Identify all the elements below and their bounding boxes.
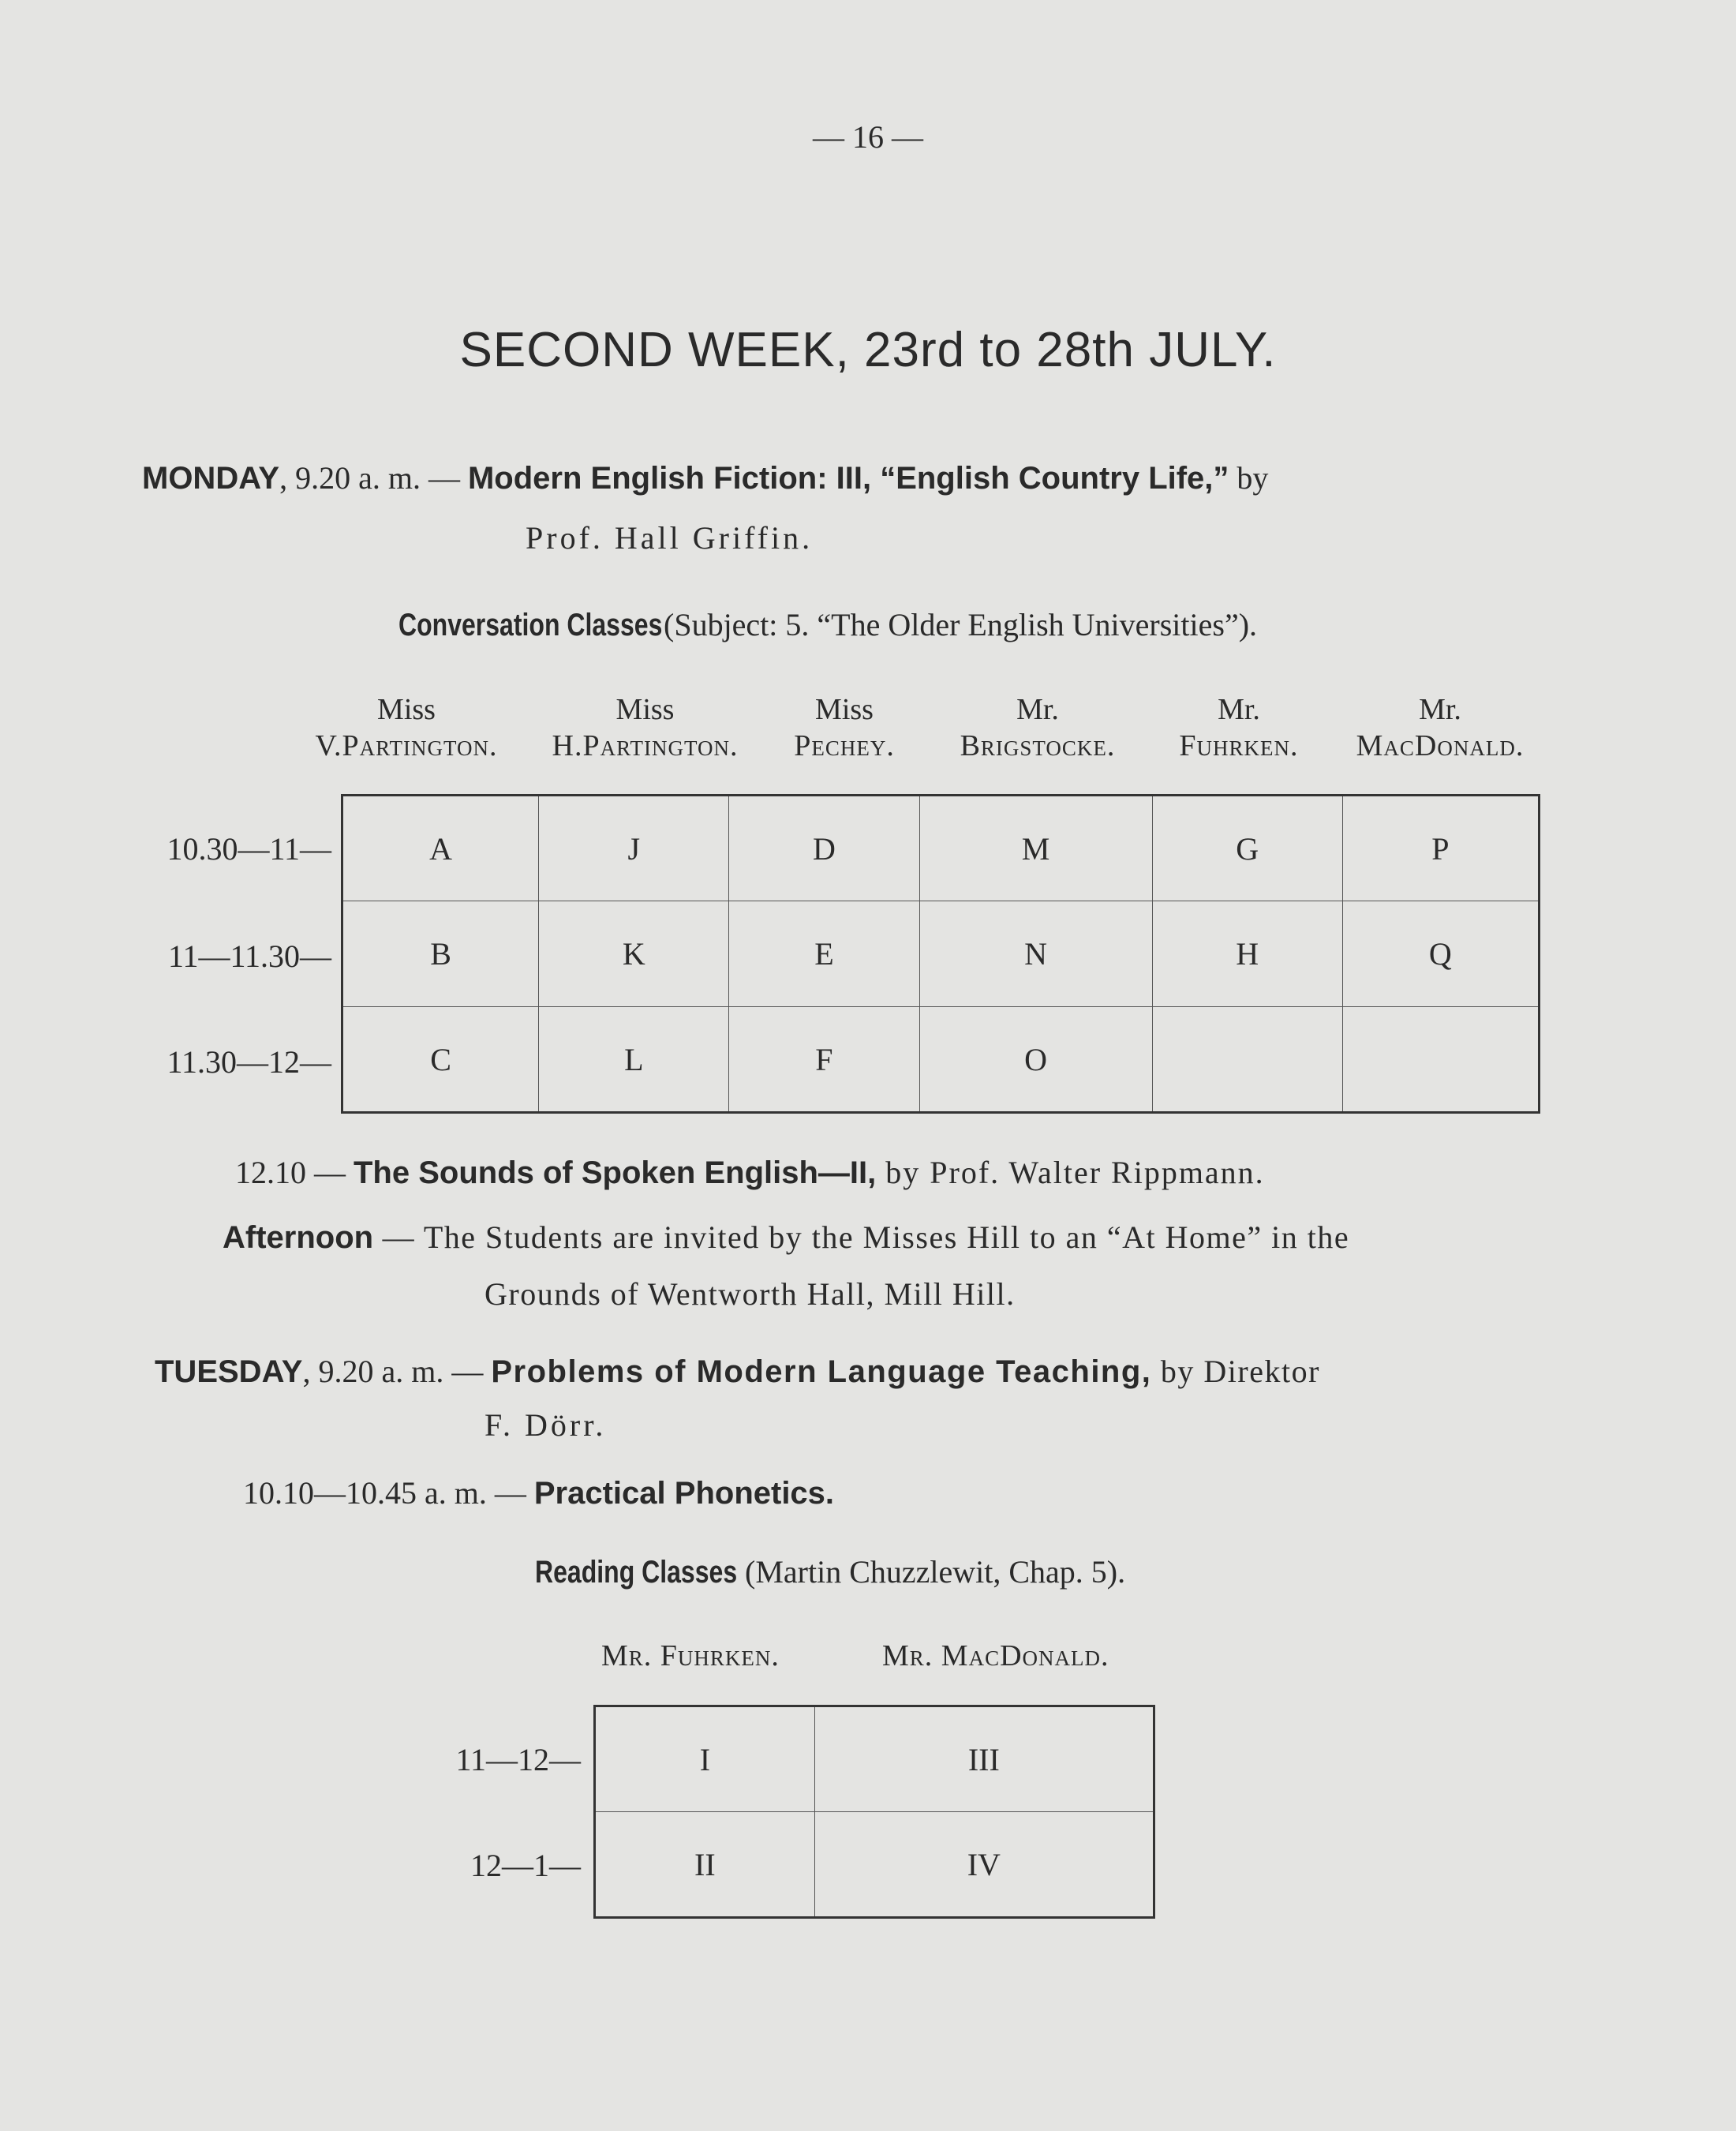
table-cell: C bbox=[342, 1007, 539, 1113]
teacher-title: Miss bbox=[615, 693, 675, 726]
monday-time: , 9.20 a. m. — bbox=[279, 460, 468, 496]
table-cell: M bbox=[919, 796, 1152, 901]
table-cell bbox=[1342, 1007, 1539, 1113]
table-row bbox=[595, 1706, 1154, 1812]
table-cell: K bbox=[539, 901, 729, 1007]
time-slot-label: 11—12— bbox=[455, 1742, 581, 1777]
teacher-title: Mr. bbox=[1218, 693, 1260, 726]
teacher-column-header bbox=[1156, 691, 1322, 764]
teacher-title: Miss bbox=[377, 693, 436, 726]
sounds-time: 12.10 — bbox=[235, 1155, 354, 1190]
table-cell: A bbox=[342, 796, 539, 901]
table-cell: P bbox=[1342, 796, 1539, 901]
sounds-by: by Prof. Walter Rippmann. bbox=[876, 1155, 1265, 1190]
phonetics-time: 10.10—10.45 a. m. — bbox=[243, 1475, 534, 1511]
tuesday-day: TUESDAY bbox=[155, 1354, 303, 1389]
table-cell: Q bbox=[1342, 901, 1539, 1007]
table-row bbox=[342, 901, 1540, 1007]
teacher-column-header bbox=[931, 691, 1144, 764]
teacher-column-header bbox=[758, 691, 931, 764]
table-cell: IV bbox=[814, 1812, 1154, 1918]
teacher-column-header bbox=[505, 691, 785, 764]
conversation-heading bbox=[398, 606, 1257, 643]
table-cell bbox=[1152, 1007, 1342, 1113]
afternoon-text-continued: Grounds of Wentworth Hall, Mill Hill. bbox=[485, 1276, 1016, 1312]
table-cell: D bbox=[729, 796, 919, 901]
monday-lecturer: Prof. Hall Griffin. bbox=[526, 520, 814, 556]
monday-lecture-title: Modern English Fiction: III, “English Country Life,” bbox=[467, 461, 1229, 496]
table-row bbox=[595, 1812, 1154, 1918]
teacher-title: Miss bbox=[815, 693, 874, 726]
reading-subject: (Martin Chuzzlewit, Chap. 5). bbox=[737, 1554, 1126, 1590]
table-cell: B bbox=[342, 901, 539, 1007]
table-cell: O bbox=[919, 1007, 1152, 1113]
afternoon-label: Afternoon bbox=[223, 1220, 374, 1255]
table-cell: I bbox=[595, 1706, 815, 1812]
table-cell: II bbox=[595, 1812, 815, 1918]
monday-by: by bbox=[1229, 460, 1269, 496]
table-cell: L bbox=[539, 1007, 729, 1113]
sounds-title: The Sounds of Spoken English—II, bbox=[354, 1155, 877, 1190]
page-number: — 16 — bbox=[813, 119, 923, 155]
teacher-name: MacDonald. bbox=[1356, 729, 1525, 762]
reading-heading bbox=[535, 1553, 1125, 1590]
table-cell: G bbox=[1152, 796, 1342, 901]
phonetics-title: Practical Phonetics. bbox=[533, 1476, 835, 1511]
tuesday-time: , 9.20 a. m. — bbox=[302, 1354, 492, 1389]
table-cell: N bbox=[919, 901, 1152, 1007]
time-slot-label: 11—11.30— bbox=[167, 938, 331, 974]
tuesday-by: by Direktor bbox=[1151, 1354, 1320, 1389]
table-row bbox=[342, 796, 1540, 901]
monday-day: MONDAY bbox=[142, 461, 280, 496]
table-row bbox=[342, 1007, 1540, 1113]
teacher-name: Brigstocke. bbox=[960, 729, 1116, 762]
reading-teacher-header: Mr. Fuhrken. bbox=[601, 1639, 780, 1672]
table-cell: E bbox=[729, 901, 919, 1007]
reading-schedule-table bbox=[593, 1705, 1155, 1919]
table-cell: J bbox=[539, 796, 729, 901]
teacher-name: Fuhrken. bbox=[1179, 729, 1299, 762]
table-cell: III bbox=[814, 1706, 1154, 1812]
conversation-subject: (Subject: 5. “The Older English Universities”). bbox=[656, 607, 1258, 642]
tuesday-entry bbox=[155, 1353, 1320, 1390]
afternoon-entry bbox=[223, 1219, 1349, 1256]
table-cell: H bbox=[1152, 901, 1342, 1007]
time-slot-label: 10.30—11— bbox=[166, 831, 331, 867]
table-cell: F bbox=[729, 1007, 919, 1113]
teacher-name: H.Partington. bbox=[552, 729, 739, 762]
tuesday-lecture-title: Problems of Modern Language Teaching, bbox=[491, 1354, 1152, 1389]
conversation-label: Conversation Classes bbox=[398, 608, 663, 642]
conversation-schedule-table bbox=[341, 794, 1540, 1114]
teacher-column-header bbox=[1334, 691, 1547, 764]
teacher-title: Mr. bbox=[1419, 693, 1461, 726]
reading-teacher-header: Mr. MacDonald. bbox=[882, 1639, 1109, 1672]
sounds-lecture-entry bbox=[235, 1154, 1265, 1191]
tuesday-lecturer: F. Dörr. bbox=[485, 1407, 607, 1443]
teacher-name: Pechey. bbox=[794, 729, 895, 762]
teacher-name: V.Partington. bbox=[315, 729, 498, 762]
time-slot-label: 11.30—12— bbox=[166, 1044, 331, 1080]
teacher-title: Mr. bbox=[1016, 693, 1059, 726]
reading-label: Reading Classes bbox=[535, 1555, 738, 1590]
monday-entry bbox=[142, 459, 1268, 496]
afternoon-text: — The Students are invited by the Misses Hill to an “At Home” in the bbox=[373, 1219, 1350, 1255]
time-slot-label: 12—1— bbox=[470, 1848, 581, 1883]
page-title: SECOND WEEK, 23rd to 28th JULY. bbox=[459, 323, 1277, 377]
phonetics-entry bbox=[243, 1474, 834, 1511]
